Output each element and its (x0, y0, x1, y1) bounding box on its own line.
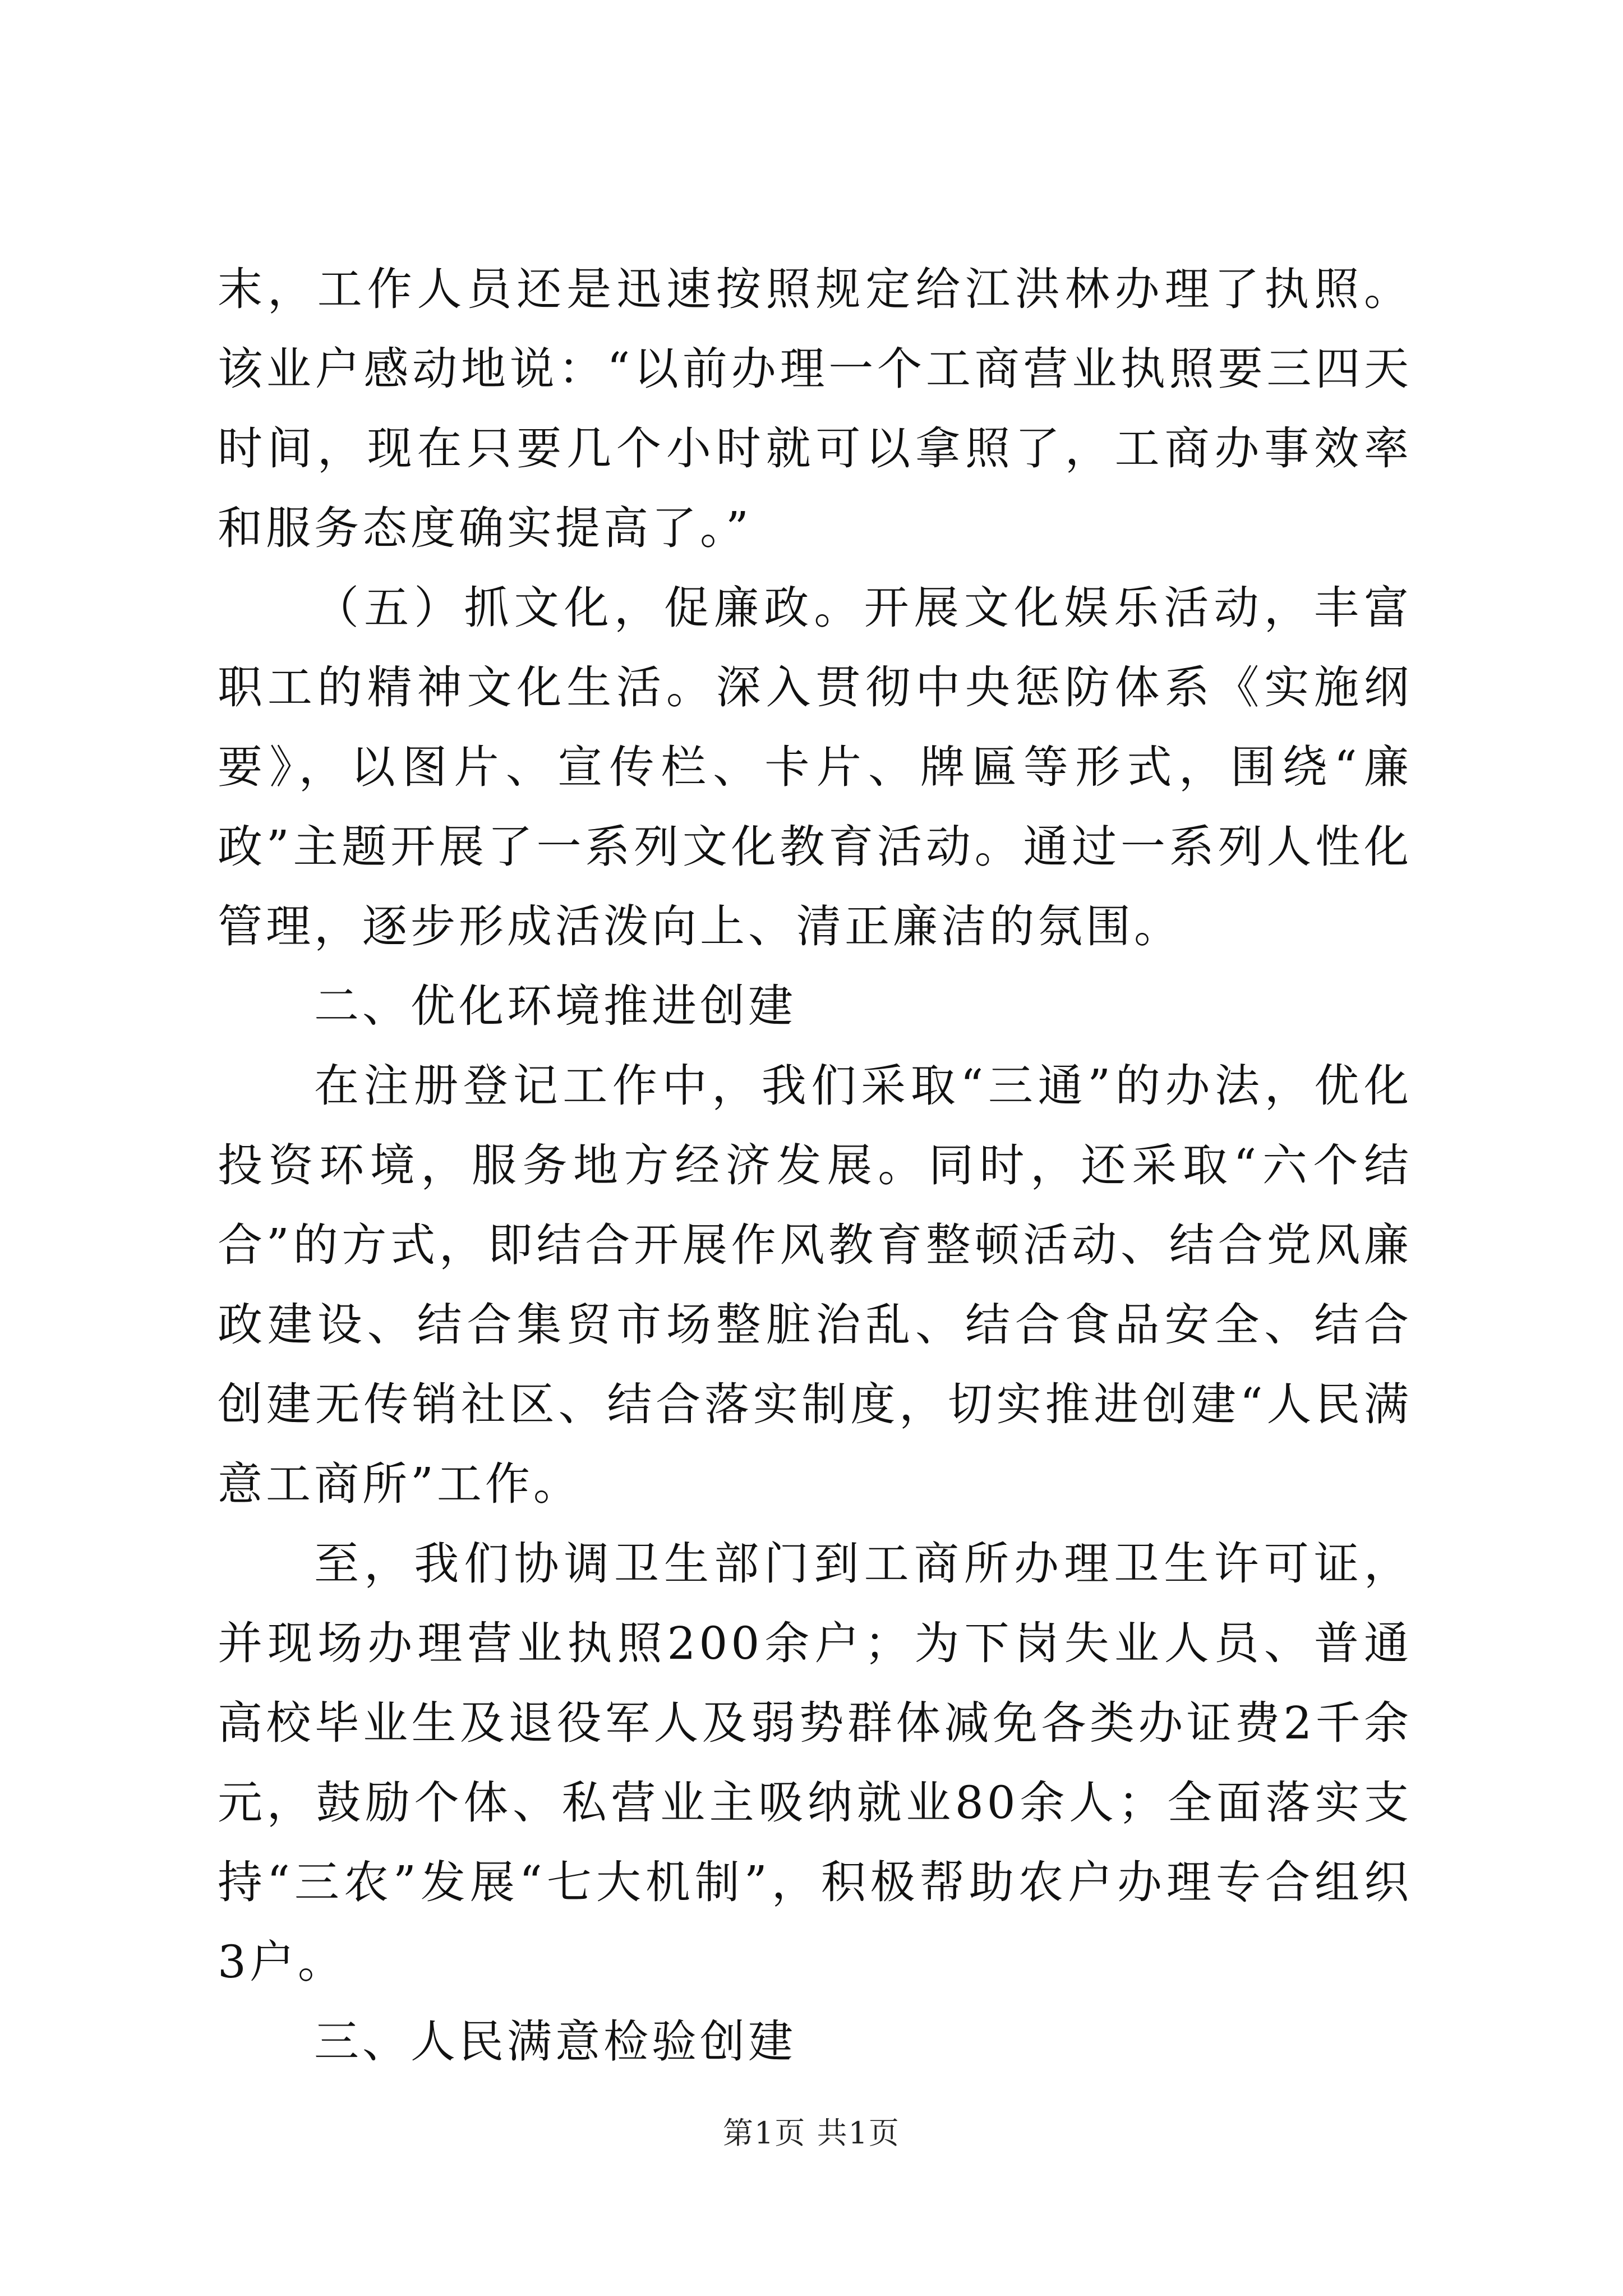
paragraph-culture-integrity: （五）抓文化，促廉政。开展文化娱乐活动，丰富职工的精神文化生活。深入贯彻中央惩防体系《实施纲要》，以图片、宣传栏、卡片、牌匾等形式，围绕“廉政”主题开展了一系列文化教育活动。通过一系列人性化管理，逐步形成活泼向上、清正廉洁的氛围。 (218, 582, 1412, 953)
section-heading-optimize-environment: 二、优化环境推进创建 (314, 980, 796, 1032)
section-heading-people-satisfaction: 三、人民满意检验创建 (314, 2016, 796, 2068)
paragraph-registration: 在注册登记工作中，我们采取“三通”的办法，优化投资环境，服务地方经济发展。同时，还采取“六个结合”的方式，即结合开展作风教育整顿活动、结合党风廉政建设、结合集贸市场整脏治乱、结合食品安全、结合创建无传销社区、结合落实制度，切实推进创建“人民满意工商所”工作。 (218, 1060, 1412, 1510)
paragraph-health-license: 至，我们协调卫生部门到工商所办理卫生许可证，并现场办理营业执照200余户；为下岗失业人员、普通高校毕业生及退役军人及弱势群体减免各类办证费2千余元，鼓励个体、私营业主吸纳就业80余人；全面落实支持“三农”发展“七大机制”，积极帮助农户办理专合组织3户。 (218, 1538, 1412, 1988)
page-footer (0, 2109, 1623, 2152)
paragraph-continuation: 末，工作人员还是迅速按照规定给江洪林办理了执照。该业户感动地说：“以前办理一个工商营业执照要三四天时间，现在只要几个小时就可以拿照了，工商办事效率和服务态度确实提高了。” (218, 263, 1412, 554)
page-number-label: 第1页 共1页 (723, 2115, 900, 2151)
document-body (218, 250, 1412, 2082)
